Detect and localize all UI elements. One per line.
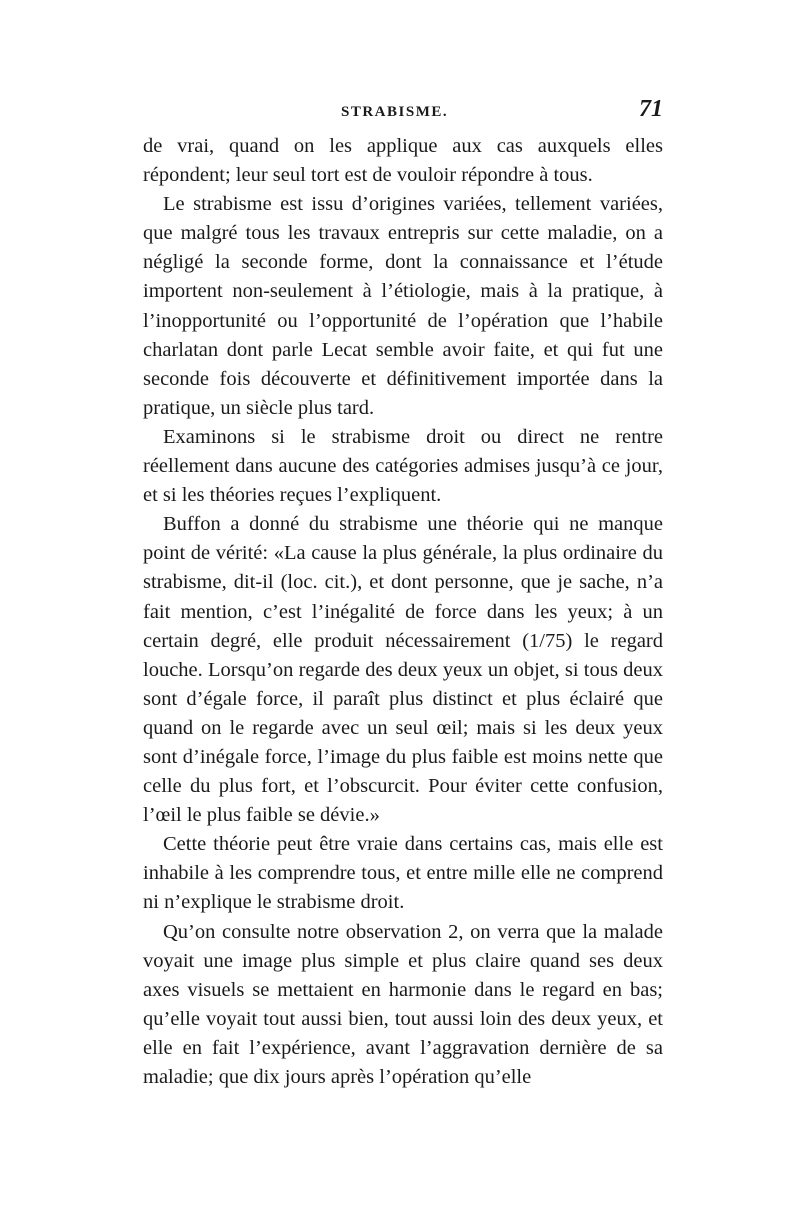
paragraph-observation: Qu’on consulte notre observation 2, on verra que la malade voyait une image plus simple et plus claire quand ses deux axes visuels se mettaient en harmonie dans le regard en bas; qu’elle voyait tout aussi bien, tout aussi loin des deux yeux, et elle en fait l’expérience, avant l’aggravation dernière de sa maladie; que dix jours après l’opération qu’elle bbox=[143, 920, 663, 1088]
running-title: STRABISME. bbox=[341, 104, 449, 120]
paragraph-theorie: Cette théorie peut être vraie dans certains cas, mais elle est inhabile à les comprendre tous, et entre mille elle ne comprend ni n’explique le strabisme droit. bbox=[143, 833, 663, 914]
paragraph-buffon: Buffon a donné du strabisme une théorie qui ne manque point de vérité: «La cause la plus générale, la plus ordinaire du strabisme, dit-il (loc. cit.), et dont personne, que je sache, n’a fait mention, c’est l’inégalité de force dans les yeux; à un certain degré, elle produit nécessairement (1/75) le regard louche. Lorsqu’on regarde des deux yeux un objet, si tous deux sont d’égale force, il paraît plus distinct et plus éclairé que quand on le regarde avec un seul œil; mais si les deux yeux sont d’inégale force, l’image du plus faible est moins nette que celle du plus fort, et l’obscurcit. Pour éviter cette confusion, l’œil le plus faible se dévie.» bbox=[143, 513, 663, 827]
page-number: 71 bbox=[639, 96, 663, 122]
body-text bbox=[143, 132, 663, 1092]
book-page bbox=[143, 96, 663, 1092]
paragraph-examinons: Examinons si le strabisme droit ou direct ne rentre réellement dans aucune des catégories admises jusqu’à ce jour, et si les théories reçues l’expliquent. bbox=[143, 425, 663, 507]
paragraph-continuation: de vrai, quand on les applique aux cas auxquels elles répondent; leur seul tort est de vouloir répondre à tous. bbox=[143, 135, 663, 187]
paragraph-origins: Le strabisme est issu d’origines variées, tellement variées, que malgré tous les travaux entrepris sur cette maladie, on a négligé la seconde forme, dont la connaissance et l’étude importent non-seulement à l’étiologie, mais à la pratique, à l’inopportunité ou l’opportunité de l’opération que l’habile charlatan dont parle Lecat semble avoir faite, et qui fut une seconde fois découverte et définitivement importée dans la pratique, un siècle plus tard. bbox=[143, 193, 663, 419]
running-head bbox=[143, 96, 663, 132]
